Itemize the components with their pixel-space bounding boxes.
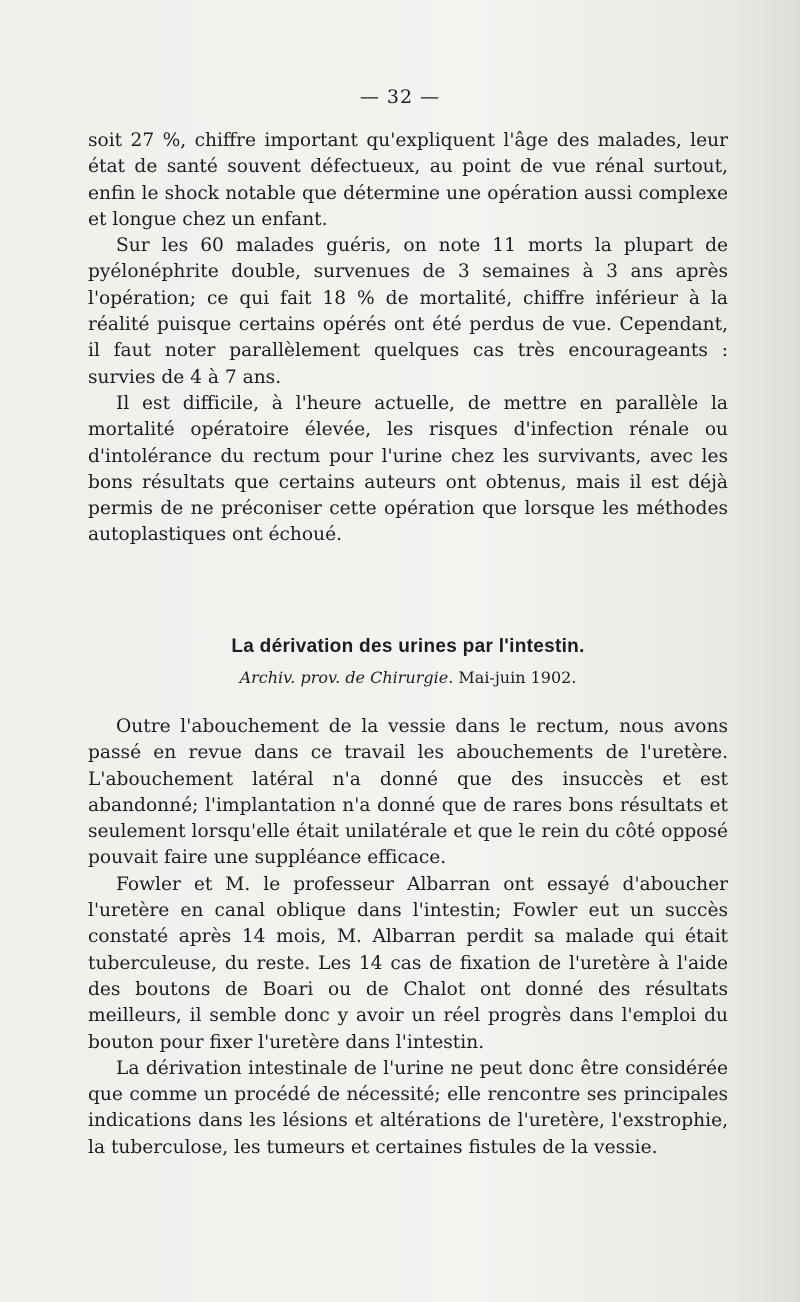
paragraph: Il est difficile, à l'heure actuelle, de mettre en parallèle la mortalité opératoire élevée, les risques d'infection rénale ou d'intolérance du rectum pour l'urine chez les survivants, avec les bons résultats que certains auteurs ont obtenus, mais il est déjà permis de ne préconiser cette opération que lorsque les méthodes autoplastiques ont échoué.	[88, 392, 728, 546]
citation-date: Mai-juin 1902.	[458, 668, 577, 687]
paragraph: Sur les 60 malades guéris, on note 11 morts la plupart de pyélonéphrite double, survenues de 3 semaines à 3 ans après l'opération; ce qui fait 18 % de mortalité, chiffre inférieur à la réalité puisque certains opérés ont été perdus de vue. Cependant, il faut noter parallèlement quelques cas très encourageants : survies de 4 à 7 ans.	[88, 235, 728, 388]
paragraph: soit 27 %, chiffre important qu'expliquent l'âge des malades, leur état de santé souvent défectueux, au point de vue rénal surtout, enfin le shock notable que détermine une opération aussi complexe et longue chez un enfant.	[88, 130, 728, 230]
paragraph: La dérivation intestinale de l'urine ne peut donc être considérée que comme un procédé de nécessité; elle rencontre ses principales indications dans les lésions et altérations de l'uretère, l'exstrophie, la tuberculose, les tumeurs et certaines fistules de la vessie.	[88, 1057, 728, 1158]
paragraph: Fowler et M. le professeur Albarran ont essayé d'aboucher l'uretère en canal oblique dans l'intestin; Fowler eut un succès constaté après 14 mois, M. Albarran perdit sa malade qui était tuberculeuse, du reste. Les 14 cas de fixation de l'uretère à l'aide des boutons de Boari ou de Chalot ont donné des résultats meilleurs, il semble donc y avoir un réel progrès dans l'emploi du bouton pour fixer l'uretère dans l'intestin.	[88, 873, 728, 1053]
paragraph: Outre l'abouchement de la vessie dans le rectum, nous avons passé en revue dans ce travail les abouchements de l'uretère. L'abouchement latéral n'a donné que des insuccès et est abandonné; l'implantation n'a donné que de rares bons résultats et seulement lorsqu'elle était unilatérale et que le rein du côté opposé pouvait faire une suppléance efficace.	[88, 716, 728, 869]
page-number: — 32 —	[359, 86, 441, 108]
article-title: La dérivation des urines par l'intestin.	[231, 636, 585, 657]
section-1-body	[88, 128, 728, 549]
article-citation	[88, 668, 728, 687]
citation-journal: Archiv. prov. de Chirurgie.	[239, 668, 454, 687]
section-2-body	[88, 714, 728, 1161]
